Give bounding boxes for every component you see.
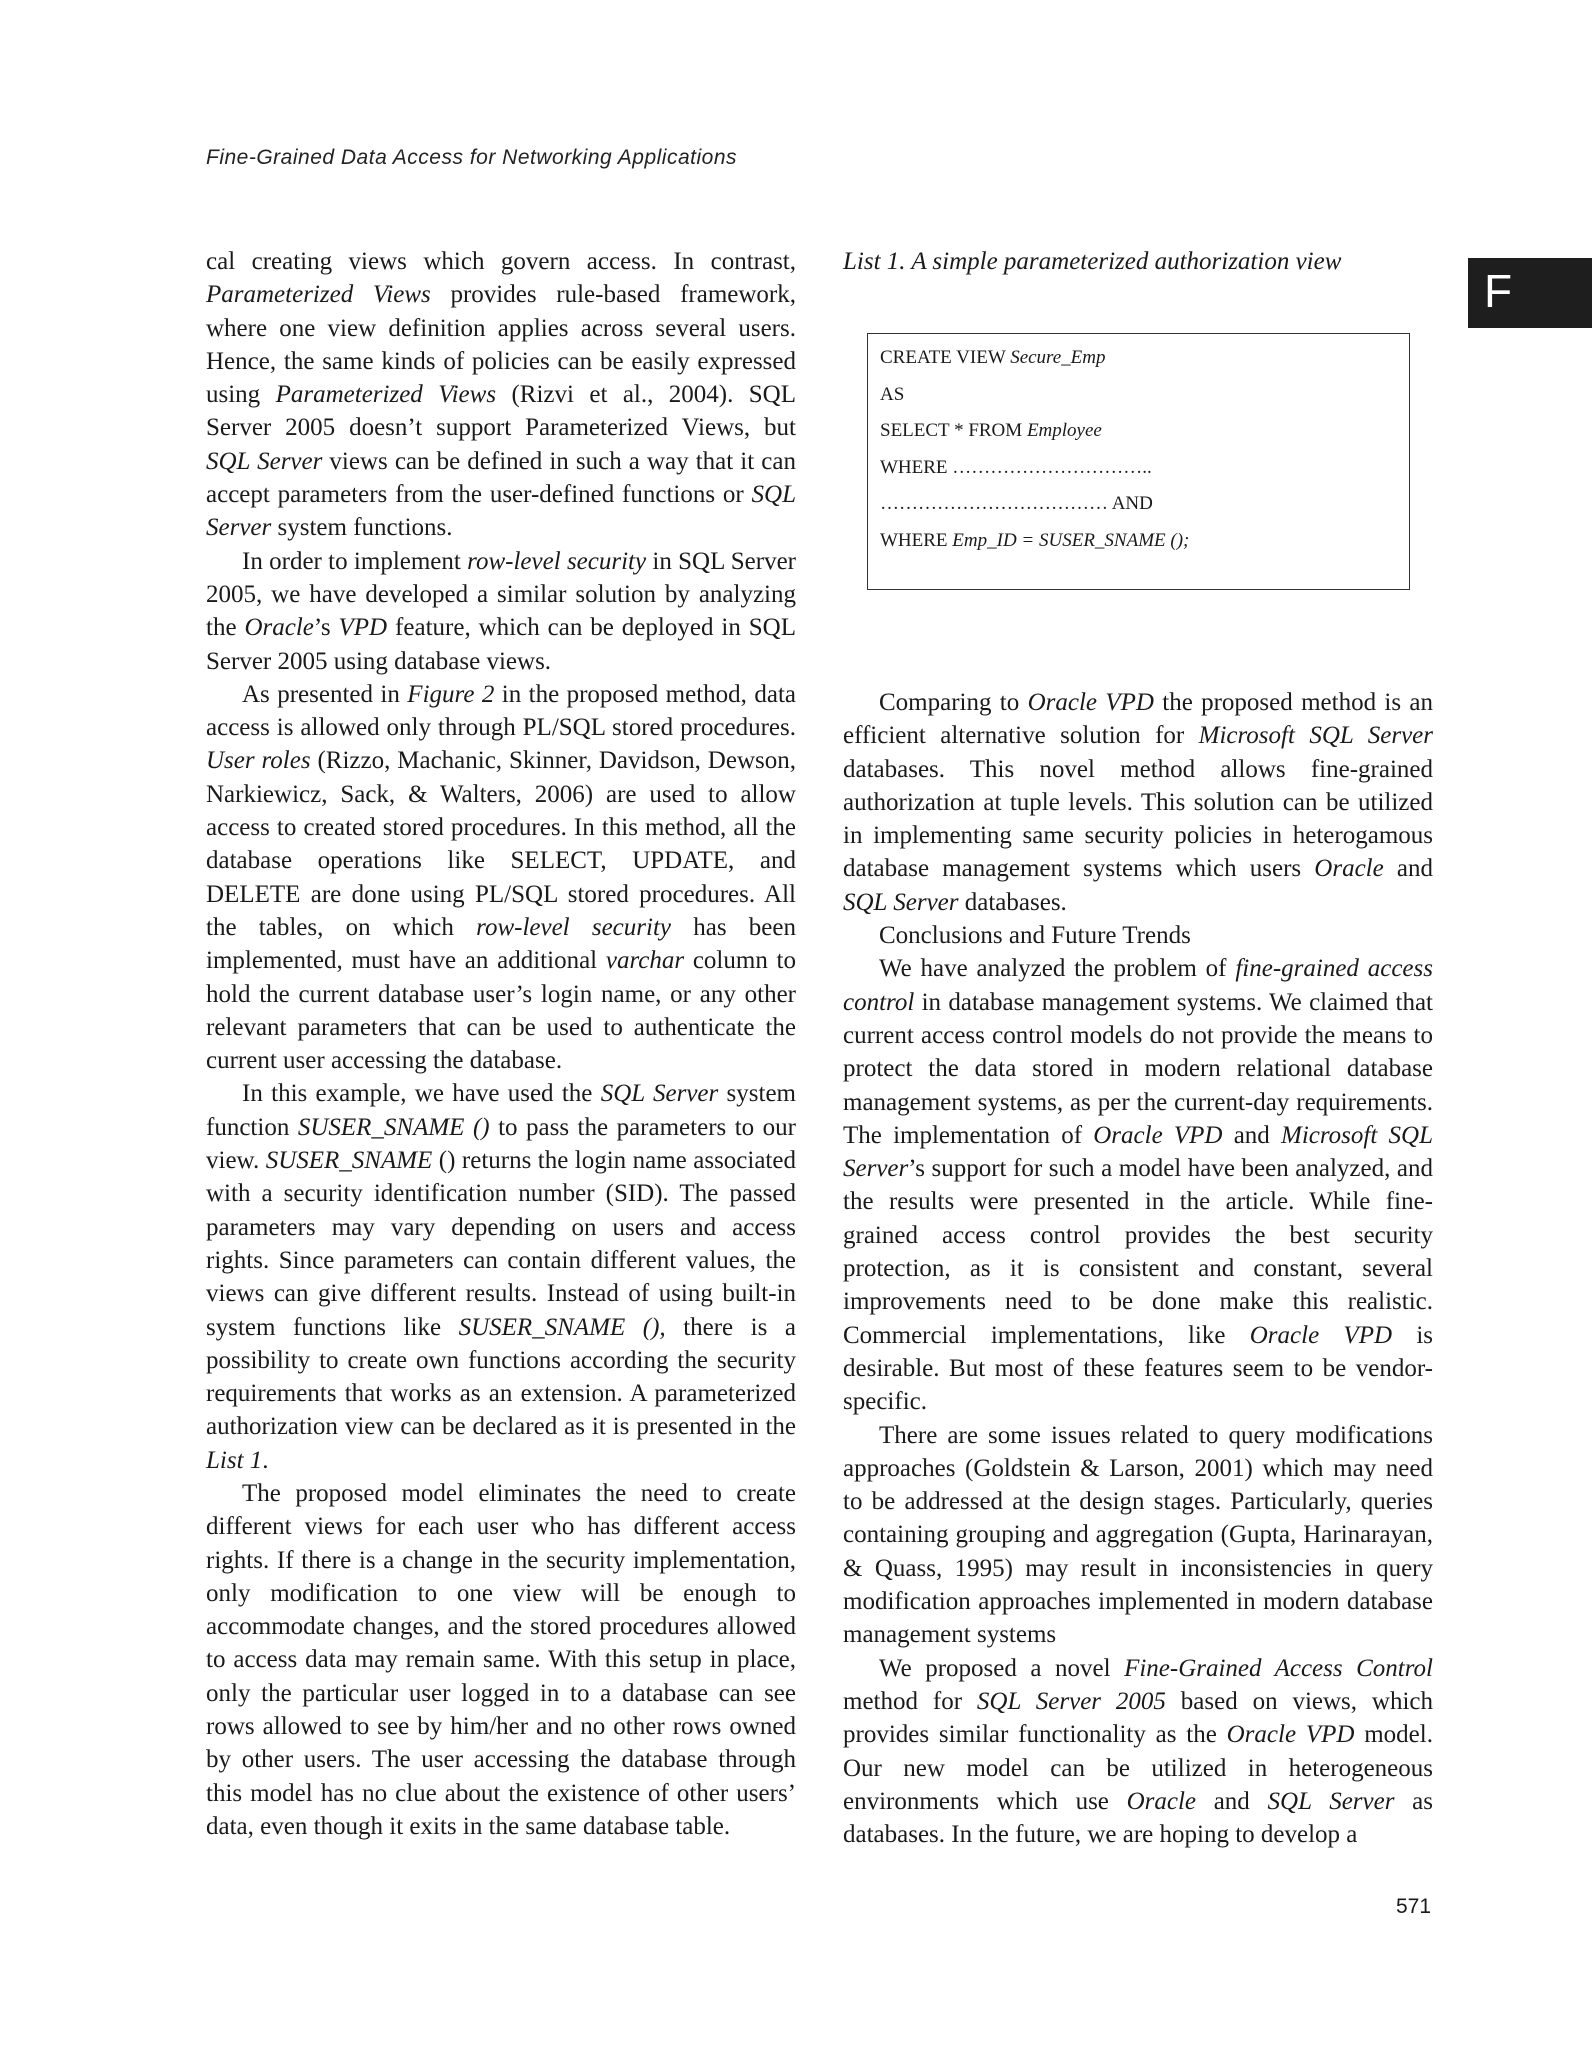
italic-run: Parameterized Views xyxy=(206,281,431,309)
text-run: () returns the login name associated with a security identification number (SID). The passed parameters may vary depending on users and access rights. Since parameters can contain different values, the views can give different results. Instead of using built-in system functions like xyxy=(206,1147,796,1341)
italic-run: SUSER_SNAME () xyxy=(297,1113,490,1141)
text-run: The proposed model eliminates the need to create different views for each user who has different access rights. If there is a change in the security implementation, only modification to one view will be enough to accommodate changes, and the stored procedures allowed to access data may remain same. With this setup in place, only the particular user logged in to a database can see rows allowed to see by him/her and no other rows owned by other users. The user accessing the database through this model has no clue about the existence of other users’ data, even though it exits in the same database table. xyxy=(206,1479,796,1840)
paragraph xyxy=(843,1652,1433,1852)
text-run: based on views, which provides similar functionality as the xyxy=(843,1687,1433,1749)
code-line xyxy=(880,413,1409,450)
text-run: in SQL Server 2005, we have developed a similar solution by analyzing the xyxy=(206,547,796,642)
italic-run: Oracle VPD xyxy=(1093,1121,1223,1149)
text-run: We have analyzed the problem of xyxy=(879,955,1236,983)
text-run: SELECT * FROM xyxy=(880,420,1027,441)
paragraph xyxy=(843,1419,1433,1652)
italic-run: Fine-Grained Access Control xyxy=(1124,1654,1433,1682)
italic-run: Oracle xyxy=(1126,1787,1197,1815)
text-run: As presented in xyxy=(242,680,408,708)
text-run: model. Our new model can be utilized in heterogeneous environments which use xyxy=(843,1721,1433,1815)
italic-run: SQL Server xyxy=(206,481,796,542)
italic-run: SQL Server xyxy=(843,888,959,916)
text-run: databases. xyxy=(958,888,1067,916)
text-run: views can be defined in such a way that it can accept parameters from the user-defined functions or xyxy=(206,447,796,509)
text-run: . xyxy=(262,1446,269,1474)
text-run: is desirable. But most of these features seem to be vendor-specific. xyxy=(843,1321,1433,1416)
italic-run: Employee xyxy=(1026,420,1102,441)
italic-run: Secure_Emp xyxy=(1010,347,1106,368)
text-run: WHERE ………………………….. xyxy=(880,456,1152,478)
text-run: ……………………………… AND xyxy=(880,493,1153,514)
italic-run: row-level security xyxy=(476,913,671,941)
text-run: ’s support for such a model have been analyzed, and the results were presented in the article. While fine-grained access control provides the best security protection, as it is consistent and constant, several improvements need to be done make this realistic. Commercial implementations, like xyxy=(843,1155,1433,1349)
text-run: as databases. In the future, we are hoping to develop a xyxy=(843,1787,1433,1849)
italic-run: Microsoft SQL Server xyxy=(1198,722,1433,750)
text-run: column to hold the current database user’s login name, or any other relevant parameters that can be used to authenticate the current user accessing the database. xyxy=(206,947,797,1075)
text-run: the proposed method is an efficient alternative solution for xyxy=(843,689,1433,750)
text-run: feature, which can be deployed in SQL Server 2005 using database views. xyxy=(206,614,796,675)
text-run: in database management systems. We claimed that current access control models do not provide the means to protect the data stored in modern relational database management systems, as per the current-day requirements. The implementation of xyxy=(843,988,1433,1149)
list-1-caption: List 1. A simple parameterized authorization view xyxy=(843,248,1342,275)
text-run: CREATE VIEW xyxy=(880,347,1011,368)
paragraph xyxy=(206,245,796,545)
italic-run: Figure 2 xyxy=(407,680,495,708)
list-1-code-box xyxy=(867,333,1410,590)
left-column xyxy=(206,245,796,1843)
section-letter-tab: F xyxy=(1468,258,1592,328)
italic-run: Emp_ID = SUSER_SNAME (); xyxy=(952,529,1190,551)
italic-run: Microsoft SQL Server xyxy=(843,1121,1433,1183)
italic-run: Oracle xyxy=(244,614,314,642)
code-line xyxy=(880,340,1409,377)
text-run: system functions. xyxy=(271,514,453,542)
text-run: provides rule-based framework, where one view definition applies across several users. Hence, the same kinds of policies can be easily expressed using xyxy=(206,281,796,409)
italic-run: SUSER_SNAME xyxy=(265,1147,433,1175)
paragraph xyxy=(206,1077,796,1477)
code-line xyxy=(880,523,1409,560)
text-run: (Rizvi et al., 2004). SQL Server 2005 doesn’t support Parameterized Views, but xyxy=(206,381,796,442)
italic-run: Oracle VPD xyxy=(1027,689,1154,716)
text-run: system function xyxy=(206,1080,796,1141)
italic-run: VPD xyxy=(338,614,388,642)
text-run: has been implemented, must have an additional xyxy=(206,913,796,975)
italic-run: varchar xyxy=(605,947,685,975)
text-run: in the proposed method, data access is allowed only through PL/SQL stored procedures. xyxy=(206,680,796,742)
text-run: There are some issues related to query modifications approaches (Goldstein & Larson, 2001) which may need to be addressed at the design stages. Particularly, queries containing grouping and aggregation (Gupta, Harinarayan, & Quass, 1995) may result in inconsistencies in query modification approaches implemented in modern database management systems xyxy=(843,1421,1433,1649)
text-run: (Rizzo, Machanic, Skinner, Davidson, Dewson, Narkiewicz, Sack, & Walters, 2006) are used to allow access to created stored procedures. In this method, all the database operations like SELECT, UPDATE, and DELETE are done using PL/SQL stored procedures. All the tables, on which xyxy=(206,747,796,941)
text-run: there is a possibility to create own functions according the security requirements that works as an extension. A parameterized authorization view can be declared as it is presented in the xyxy=(206,1313,796,1441)
paragraph xyxy=(843,952,1433,1418)
code-line xyxy=(880,377,1409,414)
paragraph xyxy=(206,1477,796,1843)
running-header: Fine-Grained Data Access for Networking Applications xyxy=(206,146,737,169)
italic-run: SQL Server xyxy=(206,447,323,475)
italic-run: SQL Server xyxy=(600,1080,719,1108)
code-line xyxy=(880,486,1409,523)
paragraph xyxy=(206,678,796,1078)
italic-run: List 1 xyxy=(206,1446,263,1474)
italic-run: Parameterized Views xyxy=(275,381,497,409)
italic-run: fine-grained access control xyxy=(843,955,1433,1016)
italic-run: Oracle VPD xyxy=(1249,1321,1393,1349)
text-run: method for xyxy=(843,1687,977,1715)
paragraph xyxy=(843,686,1433,919)
text-run: Comparing to xyxy=(879,689,1028,716)
italic-run: SUSER_SNAME (), xyxy=(458,1313,666,1341)
text-run: In this example, we have used the xyxy=(242,1080,601,1108)
paragraph xyxy=(206,545,796,678)
section-heading: Conclusions and Future Trends xyxy=(879,922,1191,950)
italic-run: row-level security xyxy=(467,547,647,575)
italic-run: SQL Server 2005 xyxy=(976,1687,1166,1715)
text-run: We proposed a novel xyxy=(879,1654,1125,1682)
text-run: AS xyxy=(880,383,905,405)
italic-run: User roles xyxy=(206,747,311,775)
text-run: and xyxy=(1383,855,1433,883)
italic-run: Oracle xyxy=(1314,855,1384,883)
text-run: In order to implement xyxy=(242,547,468,575)
text-run: WHERE xyxy=(880,529,953,551)
code-line xyxy=(880,450,1409,487)
page-number: 571 xyxy=(1396,1895,1432,1918)
italic-run: Oracle VPD xyxy=(1226,1721,1355,1749)
right-column xyxy=(843,686,1433,1851)
text-run: cal creating views which govern access. In contrast, xyxy=(206,248,796,275)
text-run: to pass the parameters to our view. xyxy=(206,1113,796,1175)
text-run: databases. This novel method allows fine-grained authorization at tuple levels. This solution can be utilized in implementing same security policies in heterogamous database management systems which users xyxy=(843,755,1433,883)
text-run: ’s xyxy=(313,614,339,642)
italic-run: SQL Server xyxy=(1267,1787,1395,1815)
text-run: and xyxy=(1222,1121,1282,1149)
text-run: and xyxy=(1196,1787,1268,1815)
